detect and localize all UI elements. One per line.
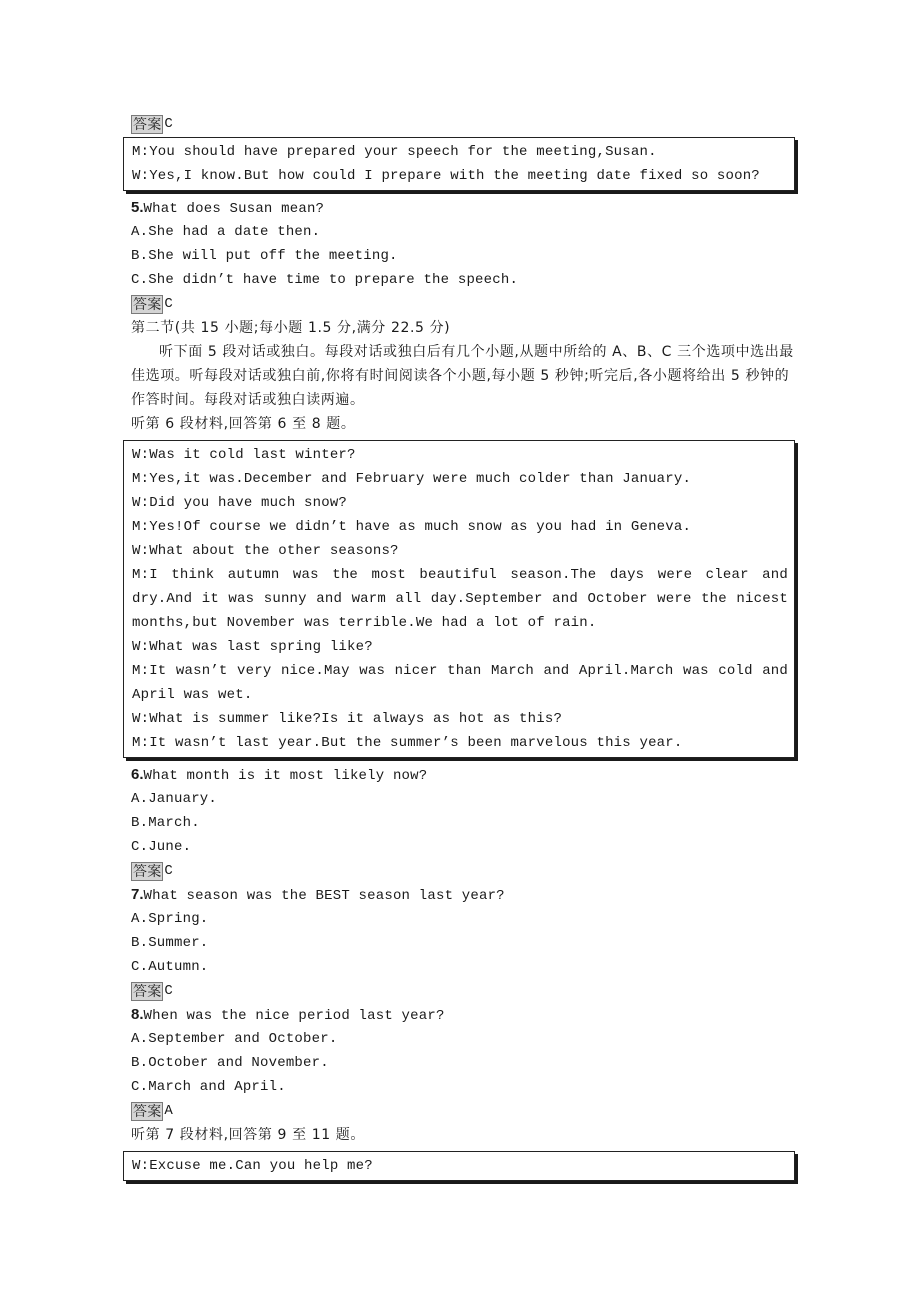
option-a: A.September and October.: [131, 1031, 338, 1047]
dialog-line: M:It wasn’t very nice.May was nicer than March and April.March was cold and April was wet.: [132, 663, 788, 703]
dialog-box-material-6: [123, 440, 795, 758]
option-a: A.January.: [131, 791, 218, 807]
answer-value: A: [164, 1103, 174, 1119]
section-instructions: 听下面 5 段对话或独白。每段对话或独白后有几个小题,从题中所给的 A、B、C 三个选项中选出最佳选项。听每段对话或独白前,你将有时间阅读各个小题,每小题 5 秒钟;听完后,各小题将给出 5 秒钟的作答时间。每段对话或独白读两遍。: [131, 344, 794, 408]
material-heading-7: 听第 7 段材料,回答第 9 至 11 题。: [131, 1127, 365, 1143]
dialog-line: W:Yes,I know.But how could I prepare with the meeting date fixed so soon?: [132, 168, 760, 184]
option-c: C.Autumn.: [131, 959, 209, 975]
answer-line-q5: [131, 292, 799, 316]
option-a: A.She had a date then.: [131, 224, 321, 240]
dialog-line: M:It wasn’t last year.But the summer’s been marvelous this year.: [132, 735, 683, 751]
dialog-line: W:Was it cold last winter?: [132, 447, 356, 463]
option-b: B.She will put off the meeting.: [131, 248, 398, 264]
question-8: [131, 1003, 799, 1027]
option-b: B.March.: [131, 815, 200, 831]
dialog-line: M:I think autumn was the most beautiful season.The days were clear and dry.And it was sunny and warm all day.September and October were the nicest months,but November was terrible.We had a lot of rain.: [132, 567, 788, 631]
answer-badge[interactable]: 答案: [133, 117, 162, 133]
dialog-line: W:What is summer like?Is it always as hot as this?: [132, 711, 563, 727]
dialog-box-q5: [123, 137, 795, 191]
answer-badge[interactable]: 答案: [133, 1104, 162, 1120]
section-title: 第二节(共 15 小题;每小题 1.5 分,满分 22.5 分): [131, 320, 451, 336]
option-c: C.She didn’t have time to prepare the speech.: [131, 272, 519, 288]
question-text: What month is it most likely now?: [143, 768, 428, 784]
option-a: A.Spring.: [131, 911, 209, 927]
option-b: B.October and November.: [131, 1055, 329, 1071]
question-number: 7.: [131, 886, 144, 903]
question-text: When was the nice period last year?: [143, 1008, 445, 1024]
question-number: 6.: [131, 766, 144, 783]
question-text: What season was the BEST season last year?: [143, 888, 505, 904]
dialog-line: W:What about the other seasons?: [132, 543, 399, 559]
dialog-box-material-7: [123, 1151, 795, 1181]
option-c: C.June.: [131, 839, 192, 855]
question-7: [131, 883, 799, 907]
answer-value: C: [164, 296, 174, 312]
material-heading-6: 听第 6 段材料,回答第 6 至 8 题。: [131, 416, 356, 432]
option-b: B.Summer.: [131, 935, 209, 951]
answer-badge[interactable]: 答案: [133, 864, 162, 880]
answer-value: C: [164, 863, 174, 879]
answer-line-q4: [131, 112, 799, 136]
question-number: 8.: [131, 1006, 144, 1023]
question-5: [131, 196, 799, 220]
dialog-line: M:Yes,it was.December and February were much colder than January.: [132, 471, 692, 487]
option-c: C.March and April.: [131, 1079, 286, 1095]
question-6: [131, 763, 799, 787]
answer-value: C: [164, 116, 174, 132]
question-number: 5.: [131, 199, 144, 216]
answer-line-q8: [131, 1099, 799, 1123]
page-content: [131, 112, 799, 1186]
dialog-line: W:Excuse me.Can you help me?: [132, 1158, 373, 1174]
question-text: What does Susan mean?: [143, 201, 325, 217]
dialog-line: W:Did you have much snow?: [132, 495, 348, 511]
dialog-line: W:What was last spring like?: [132, 639, 373, 655]
dialog-line: M:Yes!Of course we didn’t have as much snow as you had in Geneva.: [132, 519, 692, 535]
answer-badge[interactable]: 答案: [133, 984, 162, 1000]
answer-line-q6: [131, 859, 799, 883]
answer-badge[interactable]: 答案: [133, 297, 162, 313]
answer-value: C: [164, 983, 174, 999]
dialog-line: M:You should have prepared your speech for the meeting,Susan.: [132, 144, 657, 160]
answer-line-q7: [131, 979, 799, 1003]
